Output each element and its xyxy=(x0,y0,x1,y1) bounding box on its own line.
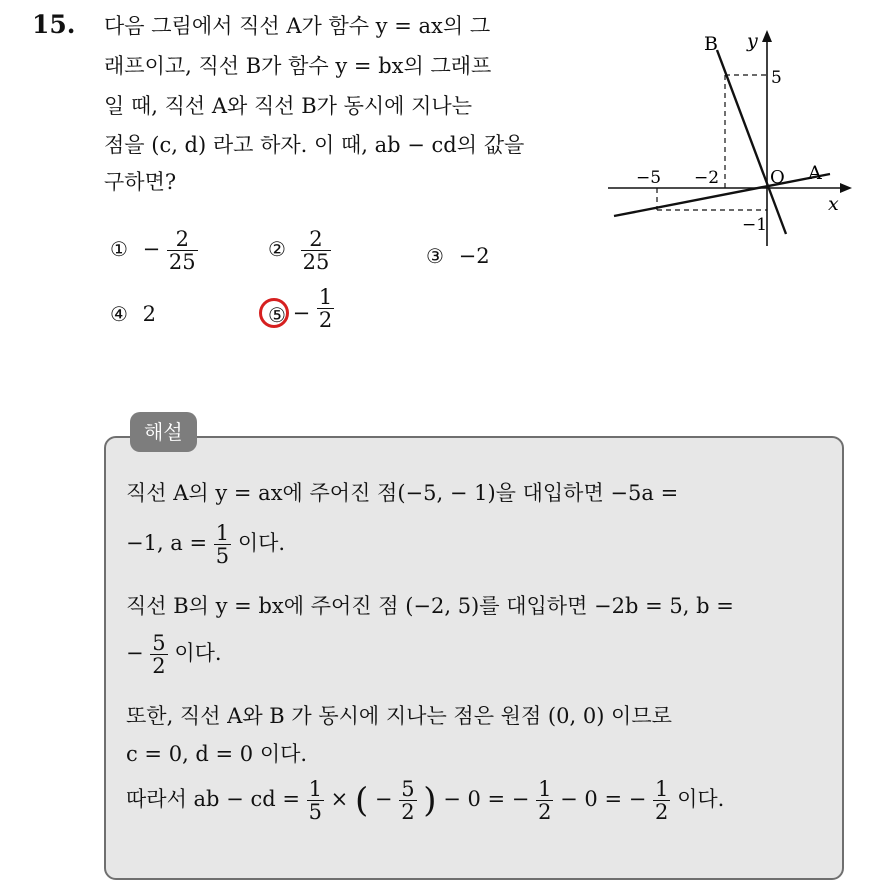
y-axis-label: y xyxy=(747,30,758,52)
solution-text: 따라서 ab − cd = xyxy=(126,787,307,812)
fraction-denominator: 2 xyxy=(152,654,166,679)
choice-fraction xyxy=(301,228,332,273)
question-number: 15. xyxy=(32,10,76,39)
choice-5[interactable] xyxy=(268,286,334,331)
fraction-numerator: 2 xyxy=(167,228,198,251)
solution-text: −1, a = xyxy=(126,531,214,556)
solution-line-4 xyxy=(126,632,222,677)
choice-1[interactable] xyxy=(110,228,198,273)
choice-mark: ④ xyxy=(110,302,128,326)
tick-label-neg5: −5 xyxy=(636,168,662,188)
choice-sign: − xyxy=(142,237,161,262)
question-line-4: 점을 (c, d) 라고 하자. 이 때, ab − cd의 값을 xyxy=(104,133,525,157)
choice-sign: − xyxy=(292,301,311,325)
fraction-denominator: 2 xyxy=(318,308,333,333)
solution-tag: 해설 xyxy=(130,412,197,452)
right-paren: ) xyxy=(423,780,437,821)
origin-label: O xyxy=(770,167,785,188)
solution-fraction xyxy=(536,778,553,823)
tick-label-neg1: −1 xyxy=(742,215,768,235)
choice-fraction xyxy=(167,228,198,273)
choice-4[interactable] xyxy=(110,302,156,326)
left-paren: ( xyxy=(354,780,369,821)
fraction-numerator: 1 xyxy=(308,777,322,801)
fraction-numerator: 1 xyxy=(318,285,333,309)
fraction-numerator: 2 xyxy=(301,228,332,251)
fraction-numerator: 5 xyxy=(152,631,166,655)
fraction-numerator: 1 xyxy=(215,521,230,545)
solution-line-1: 직선 A의 y = ax에 주어진 점(−5, − 1)을 대입하면 −5a = xyxy=(126,481,679,505)
solution-text: − 0 = − xyxy=(443,787,530,812)
fraction-denominator: 2 xyxy=(401,800,415,825)
y-axis-arrow xyxy=(762,30,772,42)
choice-mark: ⑤ xyxy=(268,303,286,327)
tick-label-5: 5 xyxy=(771,68,782,88)
solution-text: 이다. xyxy=(237,531,286,556)
choice-fraction xyxy=(317,286,334,331)
fraction-denominator: 25 xyxy=(168,250,196,275)
fraction-denominator: 25 xyxy=(302,250,330,275)
label-b: B xyxy=(704,33,718,55)
solution-text: − 0 = − xyxy=(560,787,647,812)
label-a: A xyxy=(808,162,822,184)
coordinate-graph xyxy=(600,20,862,250)
choice-mark: ② xyxy=(268,237,286,262)
solution-fraction xyxy=(653,778,670,823)
solution-line-2 xyxy=(126,522,285,567)
solution-fraction xyxy=(307,778,324,823)
solution-text: 이다. xyxy=(174,641,222,666)
solution-line-5: 또한, 직선 A와 B 가 동시에 지나는 점은 원점 (0, 0) 이므로 xyxy=(126,704,672,728)
solution-fraction xyxy=(150,632,167,677)
x-axis-label: x xyxy=(828,193,839,215)
question-line-5: 구하면? xyxy=(104,170,177,194)
fraction-denominator: 5 xyxy=(308,800,322,825)
solution-fraction xyxy=(214,522,231,567)
solution-line-7 xyxy=(126,778,724,823)
choice-value: −2 xyxy=(458,244,490,268)
question-line-1: 다음 그림에서 직선 A가 함수 y = ax의 그 xyxy=(104,14,491,38)
question-line-2: 래프이고, 직선 B가 함수 y = bx의 그래프 xyxy=(104,54,492,78)
fraction-denominator: 2 xyxy=(538,800,552,825)
choice-3[interactable] xyxy=(426,244,490,268)
choice-value: 2 xyxy=(142,302,156,326)
solution-text: − xyxy=(374,787,393,812)
solution-text: 이다. xyxy=(677,787,725,812)
fraction-numerator: 5 xyxy=(401,777,415,801)
choice-2[interactable] xyxy=(268,228,331,273)
choice-mark: ① xyxy=(110,237,128,262)
fraction-denominator: 2 xyxy=(655,800,669,825)
question-line-3: 일 때, 직선 A와 직선 B가 동시에 지나는 xyxy=(104,94,473,118)
solution-text: × xyxy=(330,787,355,812)
tick-label-neg2: −2 xyxy=(694,168,720,188)
x-axis-arrow xyxy=(840,183,852,193)
fraction-denominator: 5 xyxy=(215,544,230,569)
fraction-numerator: 1 xyxy=(538,777,552,801)
solution-fraction xyxy=(399,778,416,823)
solution-text: − xyxy=(126,641,144,666)
fraction-numerator: 1 xyxy=(655,777,669,801)
solution-line-6: c = 0, d = 0 이다. xyxy=(126,742,308,766)
solution-line-3: 직선 B의 y = bx에 주어진 점 (−2, 5)를 대입하면 −2b = 5, b = xyxy=(126,594,734,618)
choice-mark: ③ xyxy=(426,244,444,268)
